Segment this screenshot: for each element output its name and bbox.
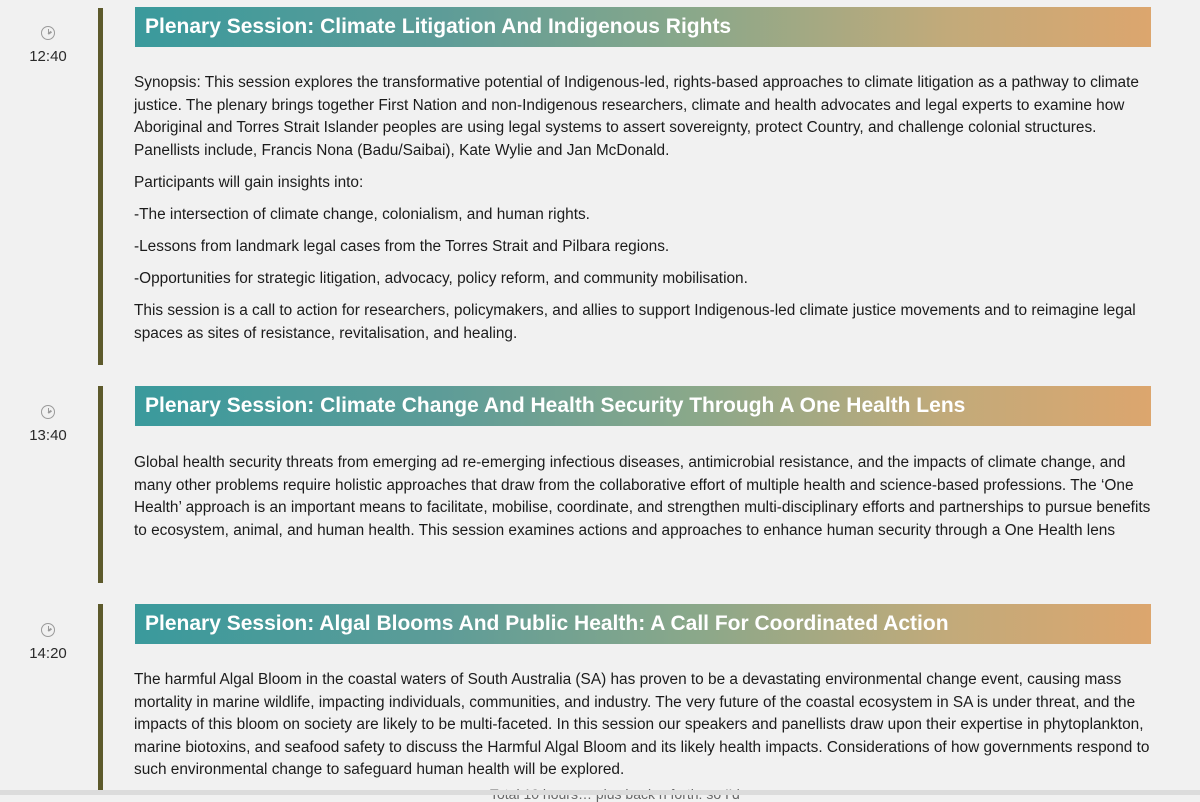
paragraph: Participants will gain insights into: xyxy=(134,173,364,191)
time-column xyxy=(0,405,96,444)
time-column xyxy=(0,623,96,662)
session-time: 13:40 xyxy=(29,427,67,444)
timeline-bar xyxy=(98,604,103,790)
bottom-divider xyxy=(0,790,1200,795)
session-title[interactable]: Plenary Session: Algal Blooms And Public Health: A Call For Coordinated Action xyxy=(135,604,1151,644)
paragraph: Global health security threats from emerging ad re-emerging infectious diseases, antimicrobial resistance, and the impacts of climate change, and many other problems require holistic approaches that draw from the collaborative effort of multiple health and science-based professions. The ‘One Health’ approach is an important means to facilitate, mobilise, coordinate, and strengthen multi-disciplinary efforts and partnerships to pursue benefits to ecosystem, animal, and human health. This session examines actions and approaches to enhance human security through a One Health lens xyxy=(134,454,1151,539)
paragraph: Synopsis: This session explores the transformative potential of Indigenous-led, rights-based approaches to climate litigation as a pathway to climate justice. The plenary brings together First Nation and non-Indigenous researchers, climate and health advocates and legal experts to examine how Aboriginal and Torres Strait Islander peoples are using legal systems to assert sovereignty, protect Country, and challenge colonial structures. Panellists include, Francis Nona (Badu/Saibai), Kate Wylie and Jan McDonald. xyxy=(134,74,1139,159)
session-time: 12:40 xyxy=(29,48,67,65)
session-description xyxy=(134,669,1159,791)
session-description xyxy=(134,72,1159,355)
paragraph: This session is a call to action for researchers, policymakers, and allies to support Indigenous-led climate justice movements and to reimagine legal spaces as sites of resistance, revitalisation, and healing. xyxy=(134,302,1136,342)
paragraph: The harmful Algal Bloom in the coastal waters of South Australia (SA) has proven to be a devastating environmental change event, causing mass mortality in marine wildlife, impacting individuals, communities, and industry. The very future of the coastal ecosystem in SA is under threat, and the impacts of this bloom on society are likely to be multi-faceted. In this session our speakers and panellists draw upon their expertise in phytoplankton, marine biotoxins, and seafood safety to discuss the Harmful Algal Bloom and its likely health impacts. Considerations of how governments respond to such environmental change to safeguard human health will be explored. xyxy=(134,671,1150,779)
clock-icon xyxy=(41,623,55,637)
paragraph: -Lessons from landmark legal cases from the Torres Strait and Pilbara regions. xyxy=(134,238,670,256)
time-column xyxy=(0,26,96,65)
clock-icon xyxy=(41,405,55,419)
session-title[interactable]: Plenary Session: Climate Change And Health Security Through A One Health Lens xyxy=(135,386,1151,426)
clock-icon xyxy=(41,26,55,40)
session-time: 14:20 xyxy=(29,645,67,662)
paragraph: -The intersection of climate change, colonialism, and human rights. xyxy=(134,205,590,223)
paragraph: -Opportunities for strategic litigation, advocacy, policy reform, and community mobilisation. xyxy=(134,270,748,288)
session-title[interactable]: Plenary Session: Climate Litigation And Indigenous Rights xyxy=(135,7,1151,47)
timeline-bar xyxy=(98,8,103,365)
session-description xyxy=(134,452,1159,552)
timeline-bar xyxy=(98,386,103,583)
